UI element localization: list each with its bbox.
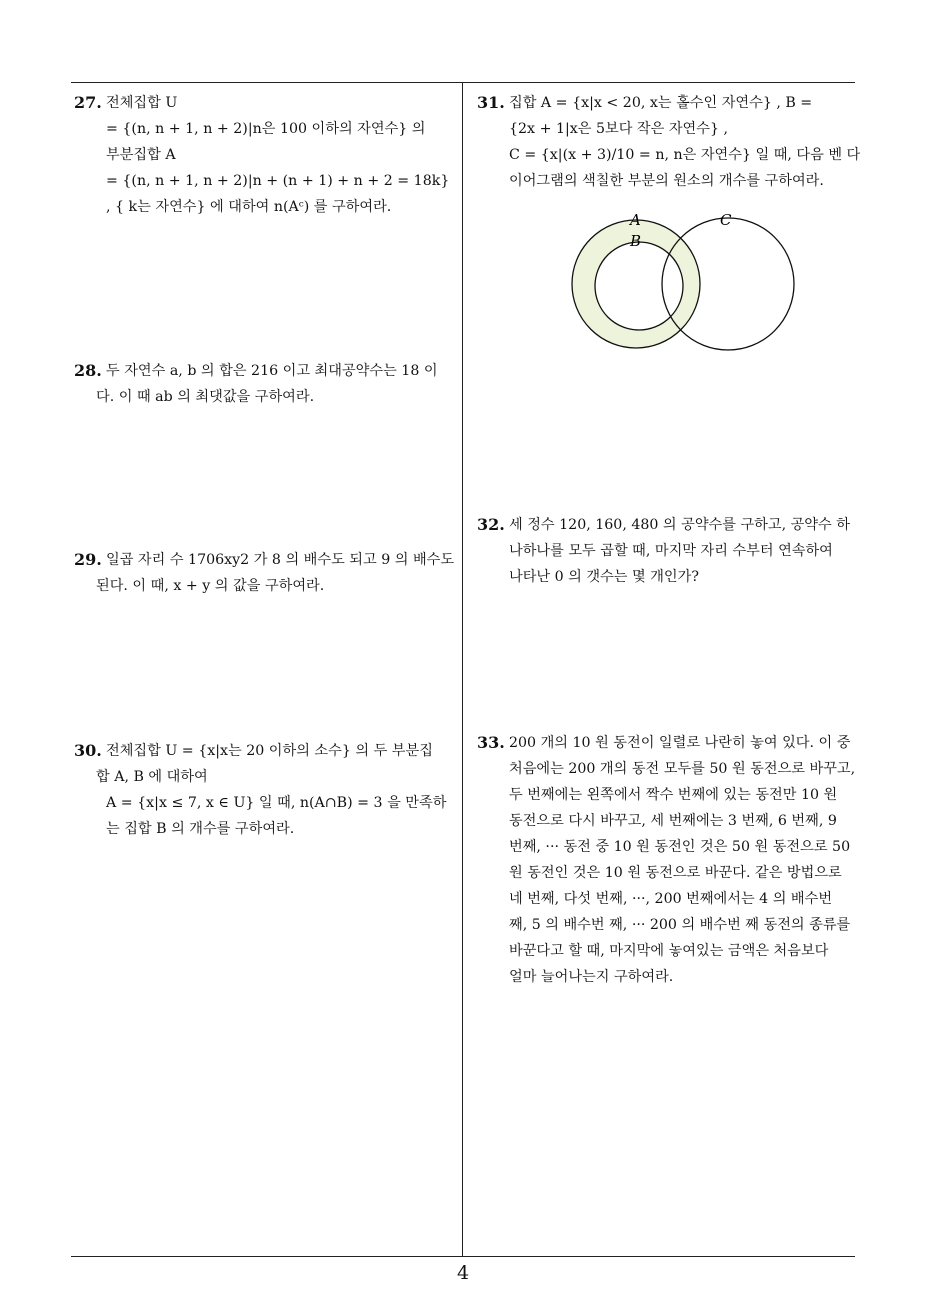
problem-line: {2x + 1|x은 5보다 작은 자연수} , bbox=[509, 121, 729, 137]
problem-number: 27. bbox=[74, 93, 102, 112]
problem-line: 집합 A = {x|x < 20, x는 홀수인 자연수} , B = bbox=[509, 95, 813, 111]
problem-line: 원 동전인 것은 10 원 동전으로 바꾼다. 같은 방법으로 bbox=[509, 865, 842, 881]
problem-28 bbox=[76, 358, 438, 410]
set-a-label: A bbox=[630, 211, 641, 229]
problem-number: 33. bbox=[477, 733, 505, 752]
problem-line: 이어그램의 색칠한 부분의 원소의 개수를 구하여라. bbox=[509, 173, 824, 189]
problem-line: 는 집합 B 의 개수를 구하여라. bbox=[106, 821, 295, 837]
problem-line: 전체집합 U bbox=[106, 95, 178, 111]
problem-27 bbox=[76, 90, 449, 220]
bottom-rule bbox=[71, 1256, 855, 1257]
problem-line: 200 개의 10 원 동전이 일렬로 나란히 놓여 있다. 이 중 bbox=[509, 735, 851, 751]
problem-line: = {(n, n + 1, n + 2)|n + (n + 1) + n + 2 = 18k} bbox=[106, 173, 450, 189]
page-number: 4 bbox=[456, 1262, 470, 1284]
set-b-label: B bbox=[630, 232, 642, 250]
problem-line: 동전으로 다시 바꾸고, 세 번째에는 3 번째, 6 번째, 9 bbox=[509, 813, 837, 829]
problem-31 bbox=[479, 90, 860, 194]
problem-number: 28. bbox=[74, 361, 102, 380]
problem-line: , { k는 자연수} 에 대하여 n(Aᶜ) 를 구하여라. bbox=[106, 199, 392, 215]
column-divider bbox=[462, 82, 463, 1257]
problem-number: 32. bbox=[477, 515, 505, 534]
set-c-label: C bbox=[720, 211, 732, 229]
problem-number: 29. bbox=[74, 550, 102, 569]
problem-29 bbox=[76, 547, 454, 599]
problem-line: 된다. 이 때, x + y 의 값을 구하여라. bbox=[96, 578, 325, 594]
problem-line: 나타난 0 의 갯수는 몇 개인가? bbox=[509, 569, 699, 585]
problem-32 bbox=[479, 512, 850, 590]
problem-line: 나하나를 모두 곱할 때, 마지막 자리 수부터 연속하여 bbox=[509, 543, 833, 559]
venn-diagram bbox=[560, 208, 810, 368]
problem-line: 부분집합 A bbox=[106, 147, 176, 163]
problem-line: 번째, ··· 동전 중 10 원 동전인 것은 50 원 동전으로 50 bbox=[509, 839, 851, 855]
problem-33 bbox=[479, 730, 855, 990]
problem-line: 합 A, B 에 대하여 bbox=[96, 769, 208, 785]
problem-line: 바꾼다고 할 때, 마지막에 놓여있는 금액은 처음보다 bbox=[509, 943, 829, 959]
problem-line: 다. 이 때 ab 의 최댓값을 구하여라. bbox=[96, 389, 315, 405]
problem-line: 째, 5 의 배수번 째, ··· 200 의 배수번 째 동전의 종류를 bbox=[509, 917, 851, 933]
problem-line: 두 번째에는 왼쪽에서 짝수 번째에 있는 동전만 10 원 bbox=[509, 787, 838, 803]
problem-line: 처음에는 200 개의 동전 모두를 50 원 동전으로 바꾸고, bbox=[509, 761, 856, 777]
problem-line: 일곱 자리 수 1706xy2 가 8 의 배수도 되고 9 의 배수도 bbox=[106, 552, 455, 568]
problem-line: A = {x|x ≤ 7, x ∈ U} 일 때, n(A∩B) = 3 을 만족하 bbox=[106, 795, 447, 811]
problem-number: 31. bbox=[477, 93, 505, 112]
problem-line: 세 정수 120, 160, 480 의 공약수를 구하고, 공약수 하 bbox=[509, 517, 850, 533]
top-rule bbox=[71, 82, 855, 83]
problem-line: C = {x|(x + 3)/10 = n, n은 자연수} 일 때, 다음 벤 다 bbox=[509, 147, 861, 163]
problem-30 bbox=[76, 738, 446, 842]
problem-line: 네 번째, 다섯 번째, ···, 200 번째에서는 4 의 배수번 bbox=[509, 891, 833, 907]
problem-line: 얼마 늘어나는지 구하여라. bbox=[509, 969, 674, 985]
problem-line: = {(n, n + 1, n + 2)|n은 100 이하의 자연수} 의 bbox=[106, 121, 426, 137]
problem-number: 30. bbox=[74, 741, 102, 760]
problem-line: 전체집합 U = {x|x는 20 이하의 소수} 의 두 부분집 bbox=[106, 743, 433, 759]
problem-line: 두 자연수 a, b 의 합은 216 이고 최대공약수는 18 이 bbox=[106, 363, 438, 379]
